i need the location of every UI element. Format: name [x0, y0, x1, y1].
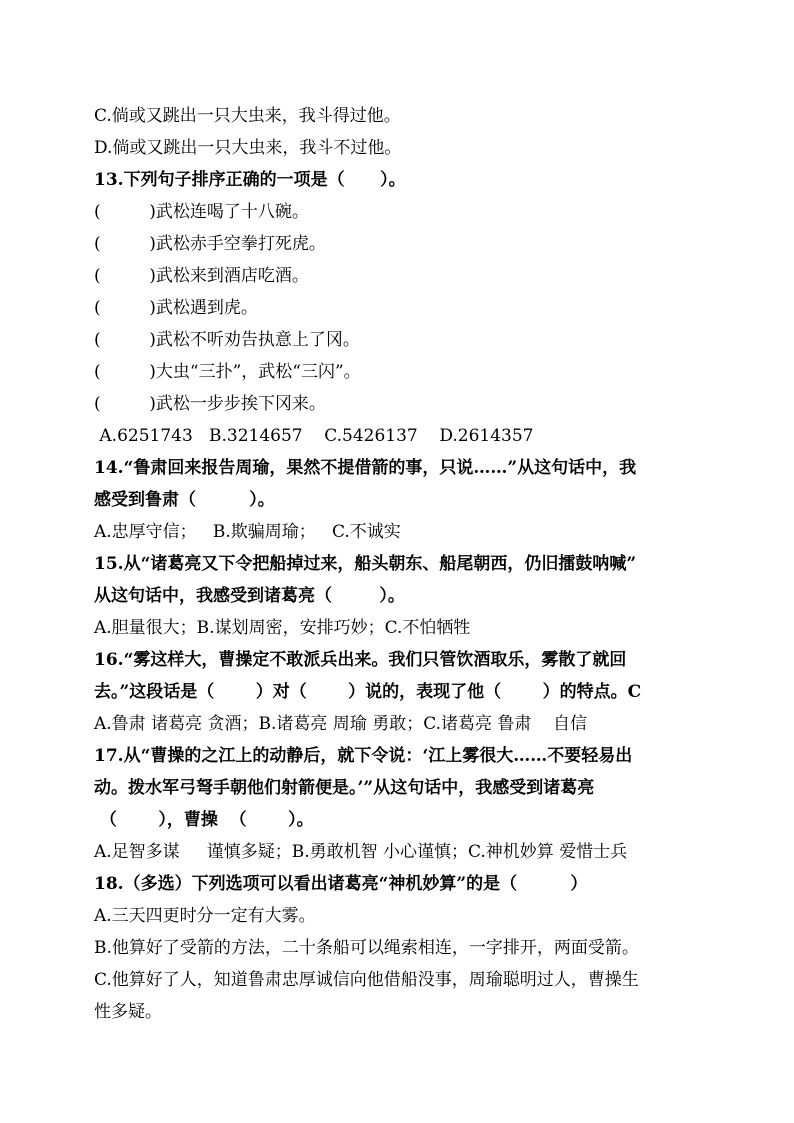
question-14-cont: 感受到鲁肃（ ）。	[94, 490, 275, 510]
q14-options: A.忠厚守信； B.欺骗周瑜； C.不诚实	[94, 522, 401, 542]
q18-option-c-cont: 性多疑。	[94, 1002, 162, 1022]
q13-item: ( )武松遇到虎。	[94, 298, 258, 318]
q13-item: ( )武松不听劝告执意上了冈。	[94, 330, 360, 350]
option-c-line: C.倘或又跳出一只大虫来，我斗得过他。	[94, 106, 401, 126]
q18-option-c: C.他算好了人，知道鲁肃忠厚诚信向他借船没事，周瑜聪明过人，曹操生	[94, 970, 639, 990]
question-13: 13.下列句子排序正确的一项是（ ）。	[94, 170, 406, 190]
question-17: 17.从“曹操的之江上的动静后，就下令说：‘江上雾很大……不要轻易出	[94, 746, 633, 766]
question-15: 15.从“诸葛亮又下令把船掉过来，船头朝东、船尾朝西，仍旧擂鼓呐喊”	[94, 554, 637, 574]
question-17-cont: 动。拨水军弓弩手朝他们射箭便是。’”从这句话中，我感受到诸葛亮	[94, 778, 595, 798]
q17-options: A.足智多谋 谨慎多疑；B.勇敢机智 小心谨慎；C.神机妙算 爱惜士兵	[94, 842, 628, 862]
q13-item: ( )武松一步步挨下冈来。	[94, 394, 326, 414]
question-17-blanks: （ ），曹操 （ ）。	[94, 810, 314, 830]
q13-item: ( )武松赤手空拳打死虎。	[94, 234, 326, 254]
q15-options: A.胆量很大；B.谋划周密，安排巧妙；C.不怕牺牲	[94, 618, 471, 638]
q13-options: A.6251743 B.3214657 C.5426137 D.2614357	[94, 426, 534, 446]
question-15-cont: 从这句话中，我感受到诸葛亮（ ）。	[94, 586, 405, 606]
q18-option-a: A.三天四更时分一定有大雾。	[94, 906, 316, 926]
question-16: 16.“雾这样大，曹操定不敢派兵出来。我们只管饮酒取乐，雾散了就回	[94, 650, 627, 670]
q16-options: A.鲁肃 诸葛亮 贪酒；B.诸葛亮 周瑜 勇敢；C.诸葛亮 鲁肃 自信	[94, 714, 588, 734]
question-18: 18.（多选）下列选项可以看出诸葛亮“神机妙算”的是（ ）	[94, 874, 588, 894]
option-d-line: D.倘或又跳出一只大虫来，我斗不过他。	[94, 138, 402, 158]
q13-item: ( )武松连喝了十八碗。	[94, 202, 309, 222]
document-page	[94, 100, 714, 1028]
q13-item: ( )武松来到酒店吃酒。	[94, 266, 309, 286]
question-16-cont: 去。”这段话是（ ）对（ ）说的，表现了他（ ）的特点。C	[94, 682, 642, 702]
q18-option-b: B.他算好了受箭的方法，二十条船可以绳索相连，一字排开，两面受箭。	[94, 938, 639, 958]
question-14: 14.“鲁肃回来报告周瑜，果然不提借箭的事，只说……”从这句话中，我	[94, 458, 637, 478]
q13-item: ( )大虫“三扑”，武松“三闪”。	[94, 362, 361, 382]
